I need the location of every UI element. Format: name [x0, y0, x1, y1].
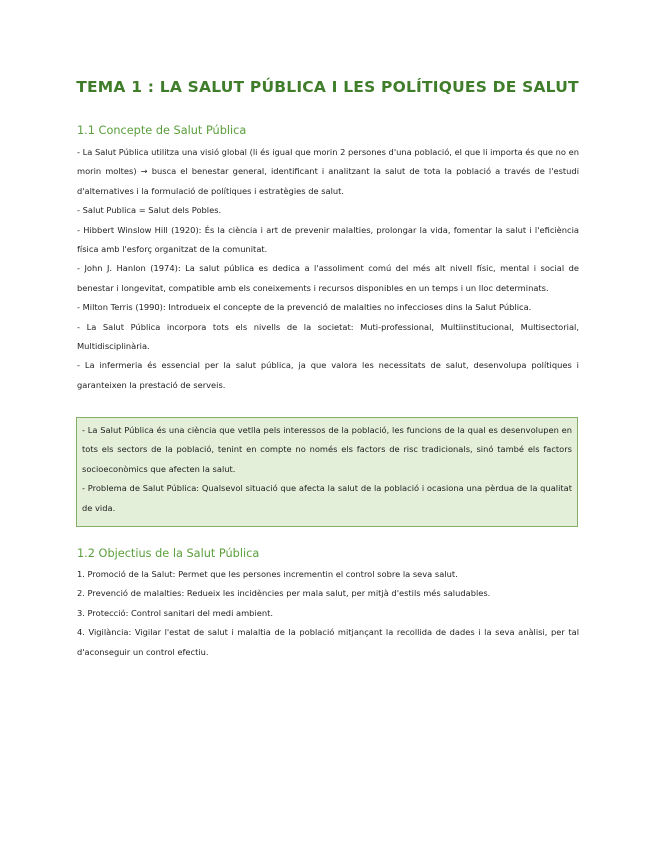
box-paragraph: - Problema de Salut Pública: Qualsevol situació que afecta la salut de la població i ocasiona una pèrdua de la qualitat de vida. — [82, 483, 572, 513]
section-body-concepte — [77, 143, 579, 395]
list-item: 1. Promoció de la Salut: Permet que les persones incrementin el control sobre la seva salut. — [77, 569, 458, 579]
list-item: 2. Prevenció de malalties: Redueix les incidències per mala salut, per mitjà d'estils més saludables. — [77, 588, 491, 599]
list-item: 4. Vigilància: Vigilar l'estat de salut i malaltia de la població mitjançant la recollida de dades i la seva anàlisi, per tal d'aconseguir un control efectiu. — [77, 627, 579, 657]
paragraph: - Hibbert Winslow Hill (1920): És la ciència i art de prevenir malalties, prolongar la vida, fomentar la salut i l'eficiència física amb l'esforç organitzat de la comunitat. — [77, 224, 579, 255]
paragraph: - Salut Publica = Salut dels Pobles. — [77, 205, 222, 216]
paragraph: - La infermeria és essencial per la salut pública, ja que valora les necessitats de salut, desenvolupa polítiques i garanteixen la prestació de serveis. — [77, 360, 579, 390]
list-item: 3. Protecció: Control sanitari del medi ambient. — [77, 607, 274, 618]
section-heading-objectius: 1.2 Objectius de la Salut Pública — [77, 547, 260, 560]
page-title: TEMA 1 : LA SALUT PÚBLICA I LES POLÍTIQUES DE SALUT — [76, 78, 579, 96]
objectives-list — [77, 565, 579, 662]
paragraph: - La Salut Pública incorpora tots els nivells de la societat: Muti-professional, Multiinstitucional, Multisectorial, Multidisciplinària. — [77, 321, 579, 352]
paragraph: - John J. Hanlon (1974): La salut pública es dedica a l'assoliment comú del més alt nivell físic, mental i social de benestar i longevitat, compatible amb els coneixements i recursos disponibles en un temps i un lloc determinats. — [77, 263, 579, 293]
highlight-box — [76, 417, 578, 527]
paragraph: - La Salut Pública utilitza una visió global (li és igual que morin 2 persones d'una població, el que li importa és que no en morin moltes) → busca el benestar general, identificant i analitzant la salut de tota la població a través de l'estudi d'alternatives i la formulació de polítiques i estratègies de salut. — [77, 147, 579, 196]
section-heading-concepte: 1.1 Concepte de Salut Pública — [77, 124, 247, 137]
box-paragraph: - La Salut Pública és una ciència que vetlla pels interessos de la població, les funcions de la qual es desenvolupen en tots els sectors de la població, tenint en compte no només els factors de risc tradicionals, sinó també els factors socioeconòmics que afecten la salut. — [82, 425, 572, 474]
paragraph: - Milton Terris (1990): Introdueix el concepte de la prevenció de malalties no infeccioses dins la Salut Pública. — [77, 302, 532, 313]
